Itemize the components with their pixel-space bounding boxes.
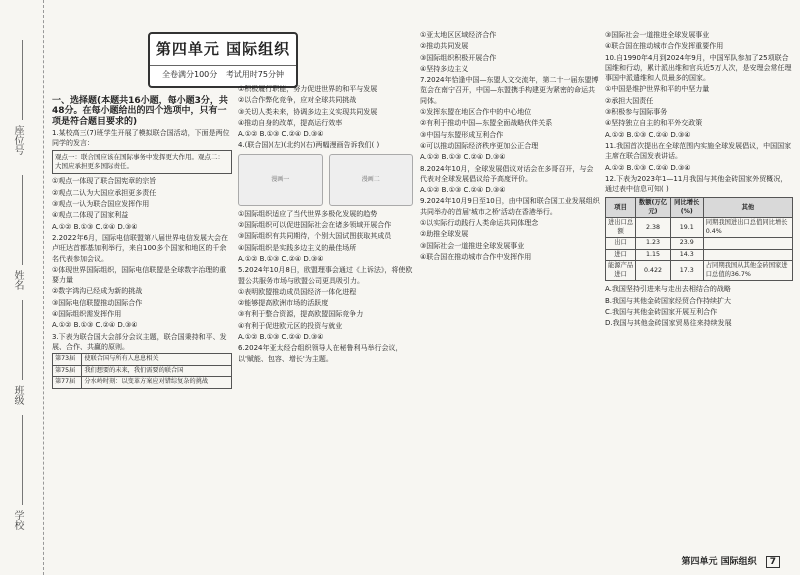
q4-option: ④国际组织是实践多边主义的最佳场所 <box>238 243 357 252</box>
q1-option: ④观点二体现了国家利益 <box>52 211 129 220</box>
unit-header <box>148 32 298 88</box>
q9-option: ③国际社会一道推进全球发展事业 <box>605 31 710 39</box>
column-3 <box>420 30 600 263</box>
q6-option: ④坚持多边主义 <box>420 64 469 73</box>
q2-option: ①体现世界国际组织，国际电信联盟是全球数字治理的重要力量 <box>52 265 227 285</box>
q6-option: ①亚太地区区域经济合作 <box>420 31 497 39</box>
q5-answers: A.①② B.①③ C.②④ D.③④ <box>238 333 324 342</box>
q1-option: ①观点一体现了联合国宪章的宗旨 <box>52 177 157 186</box>
q5-stem: 5.2024年10月8日，欧盟理事会通过《上诉法》，将使欧盟公共服务市场与欧盟公司更具吸引力。 <box>238 266 413 285</box>
q4-stem: 4.(联合国)(左)(北约)(右)两幅漫画告诉我们( ) <box>238 141 380 150</box>
table-row: 进出口总额 2.38 19.1 同期我国进出口总值同比增长0.4% <box>606 218 793 238</box>
q5-option: ②能够提高欧洲市场的活跃度 <box>238 299 329 308</box>
unit-title: 第四单元 国际组织 <box>155 40 291 58</box>
cartoon-left: 漫画一 <box>238 154 323 206</box>
q12-option: A.我国坚持引进来与走出去相结合的战略 <box>605 285 731 294</box>
q10-answers: A.①② B.①③ C.②④ D.③④ <box>605 130 691 139</box>
table-header-row: 项目 数额(万亿元) 同比增长(%) 其他 <box>606 198 793 218</box>
q3-table <box>52 353 232 389</box>
q7-option: ①发挥东盟在地区合作中的中心地位 <box>420 108 532 117</box>
q3-stem: 3.下表为联合国大会部分会议主题，联合国秉持和平、发展、合作、共赢的原则。 <box>52 332 227 351</box>
table-row: 第75届 我们想要的未来，我们需要的联合国 <box>53 365 232 377</box>
q12-option: C.我国与其他金砖国家开展互利合作 <box>605 308 718 317</box>
seat-label: 座位号 <box>12 125 23 155</box>
q12-option: B.我国与其他金砖国家经贸合作持续扩大 <box>605 296 732 305</box>
q7-stem: 7.2024年恰逢中国—东盟人文交流年，第二十一届东盟博览会在南宁召开，中国—东盟携手构建更为紧密的命运共同体。 <box>420 76 599 105</box>
q5-option: ①表明欧盟推动成员国经济一体化进程 <box>238 287 357 296</box>
q8-answers: A.①② B.①③ C.②④ D.③④ <box>420 186 506 195</box>
q2-option: ④国际组织需发挥作用 <box>52 310 122 319</box>
q2-stem: 2.2022年6月，国际电信联盟第八届世界电信发展大会在卢旺达首都基加利举行，来自100多个国家和地区的千余名代表参加会议。 <box>52 233 228 263</box>
q6-option: ③国际组织积极开展合作 <box>420 53 497 62</box>
q3-option: ③关切人类未来，协调多边主义实现共同发展 <box>238 107 378 116</box>
school-label: 学校 <box>12 510 23 530</box>
class-label: 班级 <box>12 385 23 405</box>
footer-label: 第四单元 国际组织 <box>681 557 757 567</box>
q1-answers: A.①② B.①③ C.②④ D.③④ <box>52 222 138 231</box>
q11-stem: 11.我国首次提出在全球范围内实施全球发展倡议，中国国家主席在联合国发表讲话。 <box>605 141 792 161</box>
q3-answers: A.①② B.①③ C.②④ D.③④ <box>238 130 324 139</box>
q1-option: ②观点二认为大国应承担更多责任 <box>52 188 157 197</box>
q7-option: ②有利于推动中国—东盟全面战略伙伴关系 <box>420 119 553 128</box>
page-number: 7 <box>766 556 780 568</box>
full-score: 全卷满分100分 <box>161 70 218 79</box>
table-row: 第77届 分水岭时刻：以变革方案应对错综复杂的挑战 <box>53 377 232 389</box>
q9-option: ③国际社会一道推进全球发展事业 <box>420 241 525 250</box>
q11-answers: A.①② B.①③ C.②④ D.③④ <box>605 163 691 172</box>
q9-option: ②助推全球发展 <box>420 230 469 239</box>
q5-option: ④有利于促进欧元区的投资与就业 <box>238 321 343 330</box>
q6-option: ②推动共同发展 <box>420 42 469 51</box>
exam-time: 考试用时75分钟 <box>225 70 284 79</box>
q10-stem: 10.自1990年4月到2024年9月，中国军队参加了25项联合国维和行动，累计派出维和官兵近5万人次，是安理会常任理事国中派遣维和人员最多的国家。 <box>605 53 792 83</box>
q4-cartoons <box>238 154 413 206</box>
q6-stem: 6.2024年亚太经合组织领导人在秘鲁利马举行会议，以'赋能、包容、增长'为主题。 <box>238 344 403 363</box>
q2-option: ②数字鸿沟已经成为新的挑战 <box>52 287 143 296</box>
table-row: 出口 1.23 23.9 <box>606 238 793 250</box>
q12-option: D.我国与其他金砖国家贸易往来持续发展 <box>605 319 732 328</box>
q4-answers: A.①② B.①③ C.②④ D.③④ <box>238 254 324 263</box>
q9-option: ①以实际行动践行人类命运共同体理念 <box>420 219 539 228</box>
q12-stem: 12.下表为2023年1—11月我国与其他金砖国家外贸概况，通过表中信息可知( ) <box>605 174 788 194</box>
table-row: 进口 1.15 14.3 <box>606 249 793 261</box>
q3-option: ②以合作弊化竞争，应对全球共同挑战 <box>238 96 357 105</box>
q9-option: ④联合国在推动城市合作中发挥作用 <box>420 252 532 261</box>
unit-meta <box>150 65 296 80</box>
q8-stem: 8.2024年10月，全球发展倡议对话会在多哥召开，与会代表对全球发展倡议给予高度评价。 <box>420 164 594 183</box>
q3-option: ①积极履行职能，努力促进世界的和平与发展 <box>238 85 378 93</box>
q10-option: ①中国是维护世界和平的中坚力量 <box>605 85 710 94</box>
q4-option: ①国际组织适应了当代世界多极化发展的趋势 <box>238 209 378 218</box>
name-label: 姓名 <box>12 270 23 290</box>
section-title: 一、选择题(本题共16小题，每小题3分，共48分。在每小题给出的四个选项中，只有一项是符合题目要求的) <box>52 96 228 127</box>
column-2 <box>238 84 413 365</box>
q10-option: ②承担大国责任 <box>605 96 654 105</box>
table-row: 能源产品进口 0.422 17.3 占同期我国从其他金砖国家进口总值的36.7% <box>606 261 793 281</box>
q4-option: ②国际组织可以促进国际社会在诸多领域开展合作 <box>238 221 392 230</box>
q2-answers: A.①② B.①③ C.②④ D.③④ <box>52 321 138 330</box>
q7-answers: A.①② B.①③ C.②④ D.③④ <box>420 153 506 162</box>
binding-margin <box>0 0 44 575</box>
q1-box: 观点一：联合国应该在国际事务中发挥更大作用。观点二：大国应承担更多国际责任。 <box>52 150 232 174</box>
q4-option: ③国际组织有共同期待，个别大国试图获取其成员 <box>238 232 392 241</box>
q10-option: ④坚持独立自主的和平外交政策 <box>605 119 703 128</box>
q9-option: ④联合国在推动城市合作发挥重要作用 <box>605 42 724 51</box>
column-1 <box>52 96 232 389</box>
q5-option: ③有利于整合资源，提高欧盟国际竞争力 <box>238 310 364 319</box>
page-footer <box>681 554 780 567</box>
q10-option: ③积极参与国际事务 <box>605 108 668 117</box>
table-row: 第73届 使联合国与所有人息息相关 <box>53 354 232 366</box>
q1-option: ③观点一认为联合国应发挥作用 <box>52 200 150 209</box>
q3-option: ④推动自身的改革，提高运行效率 <box>238 118 343 127</box>
column-4 <box>605 30 793 330</box>
q12-table <box>605 197 793 281</box>
q7-option: ③中国与东盟形成互利合作 <box>420 130 504 139</box>
q1-stem: 1.某校高三(7)班学生开展了模拟联合国活动，下面是两位同学的发言： <box>52 128 230 148</box>
cartoon-right: 漫画二 <box>329 154 414 206</box>
q2-option: ③国际电信联盟推动国际合作 <box>52 298 143 307</box>
q7-option: ④可以推动国际经济秩序更加公正合理 <box>420 141 539 150</box>
q9-stem: 9.2024年10月9日至10日，由中国和联合国工业发展组织共同举办的首届'城市之桥'活动在香港举行。 <box>420 197 600 216</box>
